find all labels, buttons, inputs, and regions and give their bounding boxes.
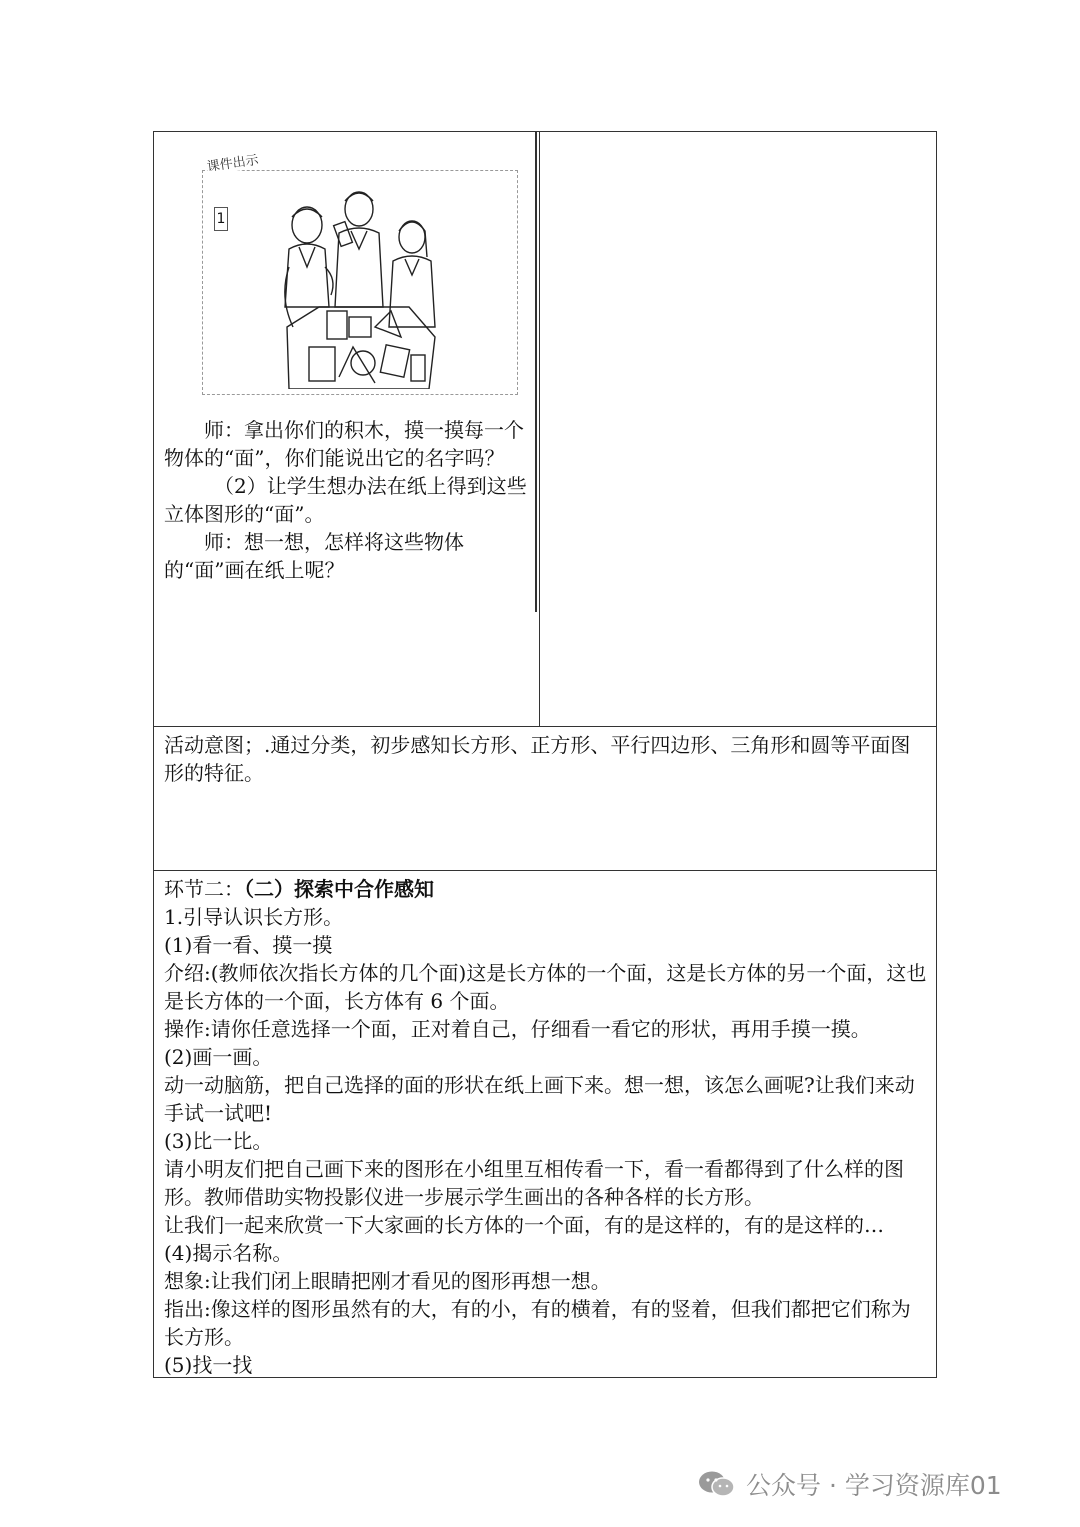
table-row-activity-intent <box>154 727 936 871</box>
courseware-label: 课件出示 <box>205 148 263 175</box>
content-line: (1)看一看、摸一摸 <box>164 933 333 957</box>
content-line: 想象:让我们闭上眼睛把刚才看见的图形再想一想。 <box>164 1269 611 1293</box>
watermark-text: 公众号 · 学习资源库01 <box>746 1471 1002 1500</box>
content-line: 动一动脑筋，把自己选择的面的形状在纸上画下来。想一想，该怎么画呢?让我们来动手试一试吧! <box>164 1073 915 1125</box>
table-row-courseware <box>154 132 936 727</box>
table-row-section-two <box>154 871 936 1377</box>
teacher-prompt-2: 师：想一想，怎样将这些物体的“面”画在纸上呢？ <box>164 530 464 582</box>
section-heading-title: （二）探索中合作感知 <box>244 877 434 901</box>
teacher-prompt-1: 师：拿出你们的积木，摸一摸每一个物体的“面”，你们能说出它的名字吗？ <box>164 418 524 470</box>
content-line: (3)比一比。 <box>164 1129 273 1153</box>
activity-intent-text: 活动意图；.通过分类，初步感知长方形、正方形、平行四边形、三角形和圆等平面图形的特征。 <box>164 733 911 785</box>
step-2-text: （2）让学生想办法在纸上得到这些立体图形的“面”。 <box>164 474 527 526</box>
content-line: 指出:像这样的图形虽然有的大，有的小，有的横着，有的竖着，但我们都把它们称为长方形。 <box>164 1297 911 1349</box>
students-with-blocks-illustration <box>279 187 439 389</box>
section-heading <box>164 875 930 903</box>
content-line: 介绍:(教师依次指长方体的几个面)这是长方体的一个面，这是长方体的另一个面，这也是长方体的一个面，长方体有 6 个面。 <box>164 961 927 1013</box>
content-line: 操作:请你任意选择一个面，正对着自己，仔细看一看它的形状，再用手摸一摸。 <box>164 1017 871 1041</box>
lesson-plan-table <box>153 131 937 1378</box>
content-line: (2)画一画。 <box>164 1045 273 1069</box>
inner-divider <box>535 132 537 612</box>
section-heading-prefix: 环节二： <box>164 877 244 901</box>
content-line: 让我们一起来欣赏一下大家画的长方体的一个面，有的是这样的，有的是这样的… <box>164 1213 884 1237</box>
empty-cell <box>540 132 936 726</box>
courseware-text <box>164 416 532 584</box>
section-two-content <box>164 875 930 1379</box>
wechat-icon <box>698 1470 736 1498</box>
content-line: 1.引导认识长方形。 <box>164 905 344 929</box>
watermark <box>698 1466 1002 1502</box>
content-line: (4)揭示名称。 <box>164 1241 293 1265</box>
content-line: 请小明友们把自己画下来的图形在小组里互相传看一下，看一看都得到了什么样的图形。教师借助实物投影仪进一步展示学生画出的各种各样的长方形。 <box>164 1157 904 1209</box>
courseware-cell <box>154 132 540 726</box>
content-line: (5)找一找 <box>164 1353 253 1377</box>
courseware-number: 1 <box>214 207 228 231</box>
